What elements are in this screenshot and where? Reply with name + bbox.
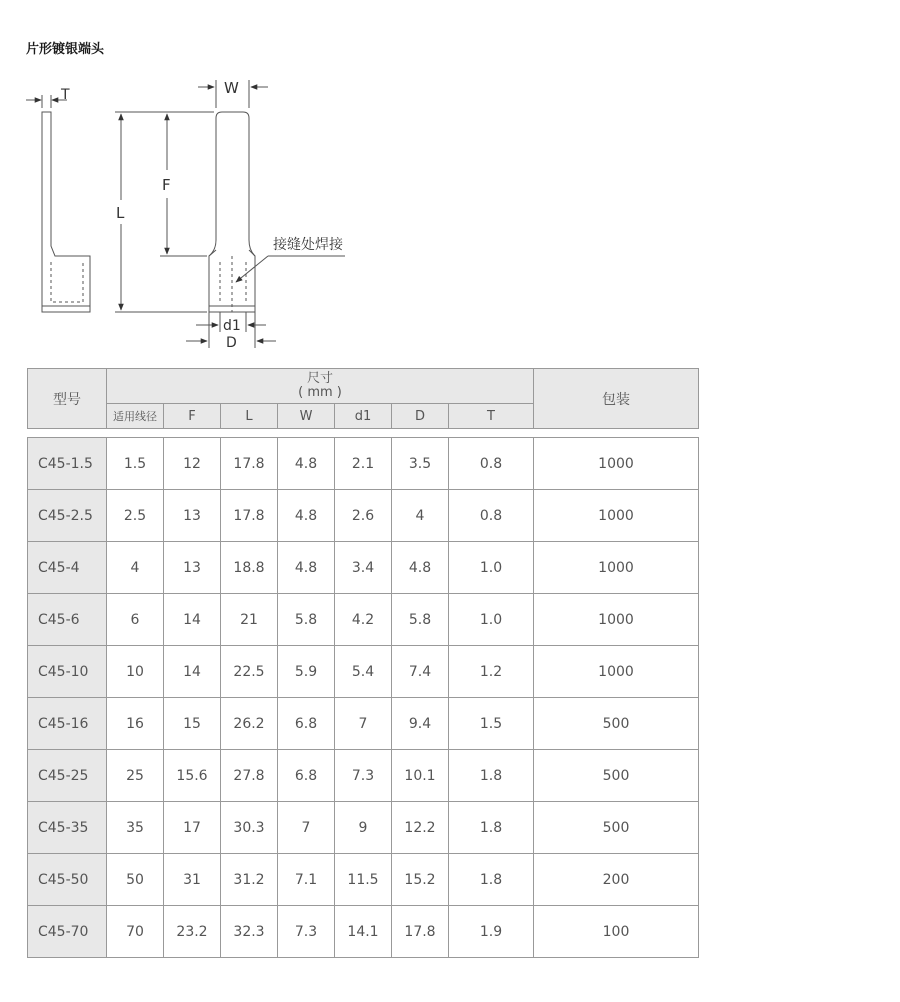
cell-L: 21: [221, 594, 278, 646]
cell-D: 5.8: [392, 594, 449, 646]
cell-D: 7.4: [392, 646, 449, 698]
label-weld-note: 接缝处焊接: [273, 237, 343, 253]
table-row: [28, 906, 699, 958]
cell-wire: 70: [107, 906, 164, 958]
header-col-F: F: [164, 404, 221, 429]
cell-wire: 25: [107, 750, 164, 802]
cell-F: 23.2: [164, 906, 221, 958]
header-col-T: T: [449, 404, 534, 429]
cell-L: 17.8: [221, 438, 278, 490]
cell-model: C45-4: [28, 542, 107, 594]
cell-wire: 1.5: [107, 438, 164, 490]
cell-W: 6.8: [278, 750, 335, 802]
cell-model: C45-25: [28, 750, 107, 802]
table-row: [28, 594, 699, 646]
table-row: [28, 646, 699, 698]
cell-T: 1.5: [449, 698, 534, 750]
header-packaging: 包装: [534, 369, 699, 429]
cell-L: 31.2: [221, 854, 278, 906]
cell-model: C45-16: [28, 698, 107, 750]
cell-pack: 1000: [534, 438, 699, 490]
label-D: D: [226, 335, 237, 351]
cell-wire: 10: [107, 646, 164, 698]
cell-D: 10.1: [392, 750, 449, 802]
cell-pack: 100: [534, 906, 699, 958]
cell-F: 13: [164, 490, 221, 542]
cell-model: C45-1.5: [28, 438, 107, 490]
label-d1: d1: [223, 318, 241, 334]
cell-L: 18.8: [221, 542, 278, 594]
cell-T: 1.9: [449, 906, 534, 958]
cell-W: 4.8: [278, 542, 335, 594]
table-row: [28, 750, 699, 802]
table-row: [28, 542, 699, 594]
header-col-W: W: [278, 404, 335, 429]
cell-D: 3.5: [392, 438, 449, 490]
cell-L: 27.8: [221, 750, 278, 802]
header-dimensions-title: 尺寸: [306, 371, 333, 386]
cell-wire: 6: [107, 594, 164, 646]
table-row: [28, 438, 699, 490]
cell-model: C45-50: [28, 854, 107, 906]
cell-model: C45-70: [28, 906, 107, 958]
cell-W: 6.8: [278, 698, 335, 750]
table-row: [28, 802, 699, 854]
cell-D: 12.2: [392, 802, 449, 854]
terminal-dimension-diagram: [0, 0, 900, 360]
cell-pack: 500: [534, 750, 699, 802]
cell-wire: 16: [107, 698, 164, 750]
cell-d1: 2.6: [335, 490, 392, 542]
cell-T: 1.0: [449, 542, 534, 594]
cell-W: 7.1: [278, 854, 335, 906]
cell-W: 4.8: [278, 438, 335, 490]
header-dimensions-unit: ( mm ): [298, 385, 342, 400]
cell-wire: 35: [107, 802, 164, 854]
cell-model: C45-6: [28, 594, 107, 646]
cell-W: 7: [278, 802, 335, 854]
cell-pack: 500: [534, 802, 699, 854]
cell-T: 1.8: [449, 750, 534, 802]
cell-T: 1.8: [449, 802, 534, 854]
label-W: W: [224, 79, 239, 97]
cell-D: 15.2: [392, 854, 449, 906]
header-col-D: D: [392, 404, 449, 429]
cell-F: 15: [164, 698, 221, 750]
page-title: 片形镀银端头: [26, 42, 105, 57]
cell-d1: 7: [335, 698, 392, 750]
cell-wire: 50: [107, 854, 164, 906]
cell-F: 17: [164, 802, 221, 854]
cell-D: 4: [392, 490, 449, 542]
cell-pack: 200: [534, 854, 699, 906]
cell-d1: 9: [335, 802, 392, 854]
cell-L: 32.3: [221, 906, 278, 958]
spec-table-header: [27, 368, 699, 429]
spec-table-body: [27, 437, 699, 958]
cell-d1: 4.2: [335, 594, 392, 646]
cell-D: 4.8: [392, 542, 449, 594]
cell-T: 0.8: [449, 438, 534, 490]
cell-L: 22.5: [221, 646, 278, 698]
header-col-wire: 适用线径: [107, 404, 164, 429]
header-model: 型号: [28, 369, 107, 429]
cell-pack: 1000: [534, 594, 699, 646]
cell-F: 15.6: [164, 750, 221, 802]
cell-W: 4.8: [278, 490, 335, 542]
cell-pack: 1000: [534, 646, 699, 698]
cell-pack: 500: [534, 698, 699, 750]
cell-D: 17.8: [392, 906, 449, 958]
label-T: T: [61, 87, 70, 103]
cell-T: 1.2: [449, 646, 534, 698]
label-F: F: [162, 176, 171, 194]
cell-d1: 14.1: [335, 906, 392, 958]
header-dimensions: [107, 369, 534, 404]
cell-d1: 7.3: [335, 750, 392, 802]
cell-model: C45-10: [28, 646, 107, 698]
cell-L: 30.3: [221, 802, 278, 854]
cell-T: 1.8: [449, 854, 534, 906]
cell-L: 26.2: [221, 698, 278, 750]
cell-D: 9.4: [392, 698, 449, 750]
table-row: [28, 854, 699, 906]
cell-F: 31: [164, 854, 221, 906]
cell-T: 0.8: [449, 490, 534, 542]
cell-W: 7.3: [278, 906, 335, 958]
cell-d1: 2.1: [335, 438, 392, 490]
cell-F: 12: [164, 438, 221, 490]
cell-wire: 4: [107, 542, 164, 594]
cell-F: 14: [164, 646, 221, 698]
table-row: [28, 490, 699, 542]
cell-model: C45-35: [28, 802, 107, 854]
cell-wire: 2.5: [107, 490, 164, 542]
label-L: L: [116, 204, 125, 222]
cell-F: 13: [164, 542, 221, 594]
cell-F: 14: [164, 594, 221, 646]
cell-d1: 3.4: [335, 542, 392, 594]
cell-d1: 5.4: [335, 646, 392, 698]
cell-d1: 11.5: [335, 854, 392, 906]
cell-pack: 1000: [534, 490, 699, 542]
cell-T: 1.0: [449, 594, 534, 646]
cell-W: 5.8: [278, 594, 335, 646]
cell-W: 5.9: [278, 646, 335, 698]
cell-model: C45-2.5: [28, 490, 107, 542]
header-col-d1: d1: [335, 404, 392, 429]
table-row: [28, 698, 699, 750]
cell-pack: 1000: [534, 542, 699, 594]
cell-L: 17.8: [221, 490, 278, 542]
header-col-L: L: [221, 404, 278, 429]
